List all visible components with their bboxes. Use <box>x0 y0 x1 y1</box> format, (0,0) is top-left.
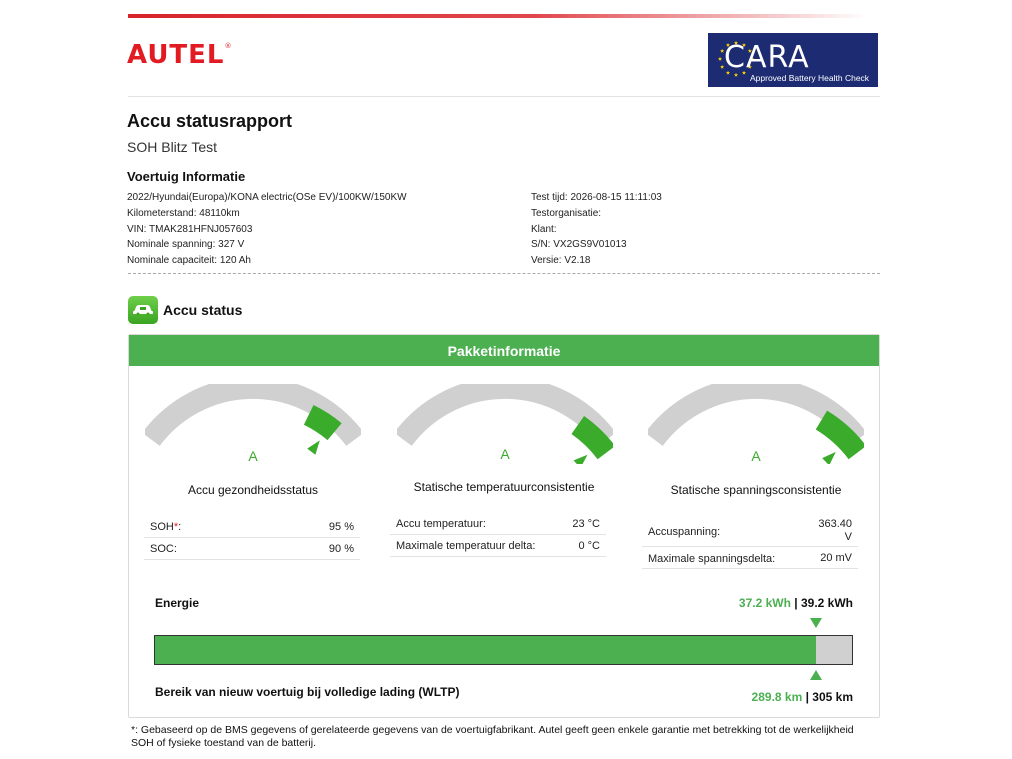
vehicle-info-left <box>127 190 407 269</box>
gauge-soh-title: Accu gezondheidsstatus <box>187 483 319 497</box>
vehicle-nominal-voltage: Nominale spanning: 327 V <box>127 239 245 251</box>
temperature-label: Accu temperatuur: <box>396 518 486 530</box>
energy-marker-top <box>810 618 822 628</box>
cara-word: CARA <box>724 40 810 75</box>
soc-label: SOC: <box>150 543 177 555</box>
voltage-table <box>642 515 858 569</box>
soc-value: 90 % <box>328 543 354 555</box>
vehicle-nominal-capacity: Nominale capaciteit: 120 Ah <box>127 255 251 267</box>
kv-row-temperature <box>390 513 606 535</box>
panel-header <box>129 335 879 366</box>
kv-row-voltage-delta <box>642 547 858 569</box>
top-accent-bar <box>128 14 868 18</box>
range-value: 289.8 km | 305 km <box>751 690 853 704</box>
soh-value: 95 % <box>328 521 354 533</box>
autel-logo: AUTEL® <box>127 40 233 70</box>
section-divider <box>128 273 880 274</box>
test-time: Test tijd: 2026-08-15 11:11:03 <box>531 192 662 203</box>
temperature-delta-label: Maximale temperatuur delta: <box>396 540 536 552</box>
voltage-delta-label: Maximale spanningsdelta: <box>648 553 776 565</box>
vehicle-info-right <box>531 190 662 269</box>
software-version: Versie: V2.18 <box>531 255 591 267</box>
gauge-soh-arc <box>309 415 335 432</box>
voltage-value: 363.40 V <box>818 518 852 543</box>
report-subtitle: SOH Blitz Test <box>127 139 217 155</box>
footnote: *: Gebaseerd op de BMS gegevens of gerelateerde gegevens van de voertuigfabrikant. Autel geeft geen enkele garantie met betrekking tot de werkelijkheid SOH of fysieke toestand van de batterij. <box>131 724 854 749</box>
serial-number: S/N: VX2GS9V01013 <box>531 239 627 251</box>
cara-badge <box>708 33 878 87</box>
voltage-label: Accuspanning: <box>648 526 721 538</box>
vehicle-info-title: Voertuig Informatie <box>127 169 246 184</box>
gauge-voltage-pointer <box>822 452 836 464</box>
vehicle-mileage: Kilometerstand: 48110km <box>127 207 240 219</box>
gauge-voltage-title: Statische spanningsconsistentie <box>670 483 842 497</box>
soh-label: SOH*: <box>150 521 182 533</box>
test-organisation: Testorganisatie: <box>531 207 602 219</box>
gauge-temperature-title: Statische temperatuurconsistentie <box>413 480 595 494</box>
kv-row-soh <box>144 516 360 538</box>
energy-bar <box>154 635 853 665</box>
vehicle-vin: VIN: TMAK281HFNJ057603 <box>127 223 253 235</box>
cara-subtitle: Approved Battery Health Check <box>750 73 870 83</box>
gauge-temperature-pointer <box>574 455 588 464</box>
kv-row-voltage <box>642 515 858 547</box>
voltage-delta-value: 20 mV <box>820 552 852 564</box>
eu-star-icon <box>718 57 722 61</box>
temperature-table <box>390 513 606 557</box>
soh-table <box>144 516 360 560</box>
range-label: Bereik van nieuw voertuig bij volledige lading (WLTP) <box>155 685 460 699</box>
gauge-soh-pointer <box>307 440 320 454</box>
report-title: Accu statusrapport <box>127 111 293 131</box>
header-divider <box>128 96 880 97</box>
gauge-soh-grade: A <box>248 448 258 464</box>
kv-row-soc <box>144 538 360 560</box>
gauge-voltage <box>648 384 864 464</box>
gauge-temperature-grade: A <box>500 446 510 462</box>
energy-bar-fill <box>155 636 816 664</box>
gauge-temperature <box>397 384 613 464</box>
energy-label: Energie <box>155 596 200 610</box>
kv-row-temperature-delta <box>390 535 606 557</box>
energy-value: 37.2 kWh | 39.2 kWh <box>738 596 853 610</box>
gauge-voltage-grade: A <box>751 448 761 464</box>
energy-marker-bottom <box>810 670 822 680</box>
gauge-soh <box>145 384 361 464</box>
vehicle-model: 2022/Hyundai(Europa)/KONA electric(OSe EV)/100KW/150KW <box>127 192 407 203</box>
battery-status-title: Accu status <box>163 302 243 318</box>
panel-title: Pakketinformatie <box>447 343 561 359</box>
temperature-delta-value: 0 °C <box>578 540 600 552</box>
battery-car-icon <box>128 296 158 324</box>
customer: Klant: <box>531 223 557 235</box>
temperature-value: 23 °C <box>572 518 600 530</box>
